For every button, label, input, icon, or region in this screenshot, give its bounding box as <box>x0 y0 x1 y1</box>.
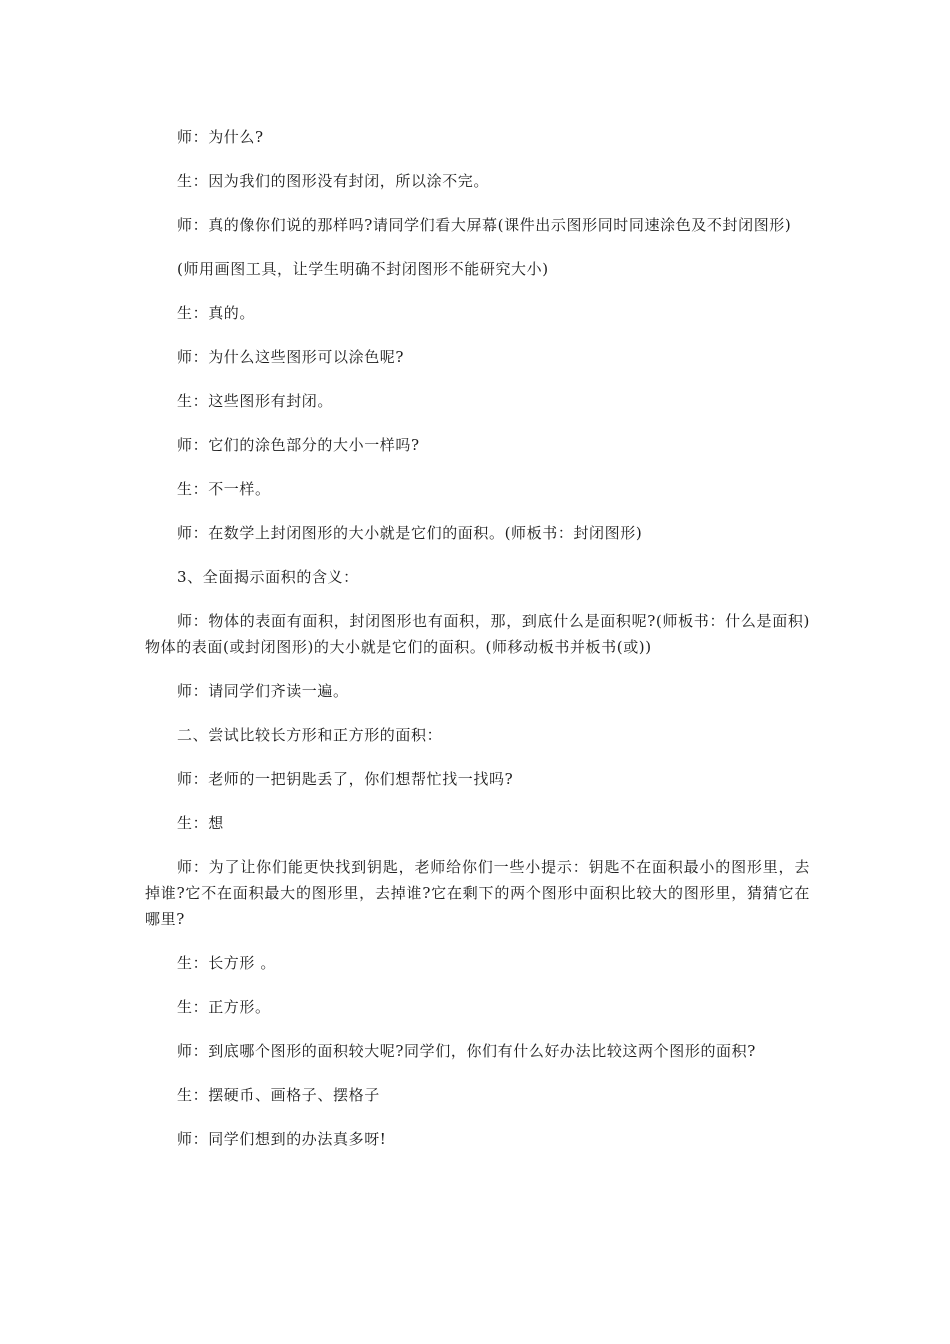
paragraph: 师：为什么? <box>177 128 264 146</box>
paragraph: 师：到底哪个图形的面积较大呢?同学们，你们有什么好办法比较这两个图形的面积? <box>177 1042 756 1060</box>
paragraph: 生：长方形 。 <box>177 954 276 972</box>
paragraph: 生：正方形。 <box>177 998 271 1016</box>
paragraph: 师：为什么这些图形可以涂色呢? <box>177 348 405 366</box>
paragraph: 师：真的像你们说的那样吗?请同学们看大屏幕(课件出示图形同时同速涂色及不封闭图形) <box>177 216 792 234</box>
paragraph: 师：在数学上封闭图形的大小就是它们的面积。(师板书：封闭图形) <box>177 524 643 542</box>
paragraph: 生：想 <box>177 814 224 832</box>
paragraph: 生：真的。 <box>177 304 256 322</box>
paragraph: (师用画图工具，让学生明确不封闭图形不能研究大小) <box>177 260 549 278</box>
paragraph: 生：不一样。 <box>177 480 271 498</box>
paragraph: 师：为了让你们能更快找到钥匙，老师给你们一些小提示：钥匙不在面积最小的图形里，去掉谁?它不在面积最大的图形里，去掉谁?它在剩下的两个图形中面积比较大的图形里，猜猜它在哪里? <box>145 858 810 928</box>
paragraph: 生：这些图形有封闭。 <box>177 392 334 410</box>
paragraph: 师：它们的涂色部分的大小一样吗? <box>177 436 420 454</box>
paragraph: 师：物体的表面有面积，封闭图形也有面积，那，到底什么是面积呢?(师板书：什么是面积)物体的表面(或封闭图形)的大小就是它们的面积。(师移动板书并板书(或)) <box>145 612 810 656</box>
paragraph: 师：请同学们齐读一遍。 <box>177 682 349 700</box>
paragraph: 生：因为我们的图形没有封闭，所以涂不完。 <box>177 172 490 190</box>
paragraph: 生：摆硬币、画格子、摆格子 <box>177 1086 380 1104</box>
section-heading: 3、全面揭示面积的含义： <box>177 568 359 586</box>
paragraph: 师：老师的一把钥匙丢了，你们想帮忙找一找吗? <box>177 770 514 788</box>
document-body <box>145 124 810 1170</box>
section-heading: 二、尝试比较长方形和正方形的面积： <box>177 726 443 744</box>
paragraph: 师：同学们想到的办法真多呀! <box>177 1130 387 1148</box>
